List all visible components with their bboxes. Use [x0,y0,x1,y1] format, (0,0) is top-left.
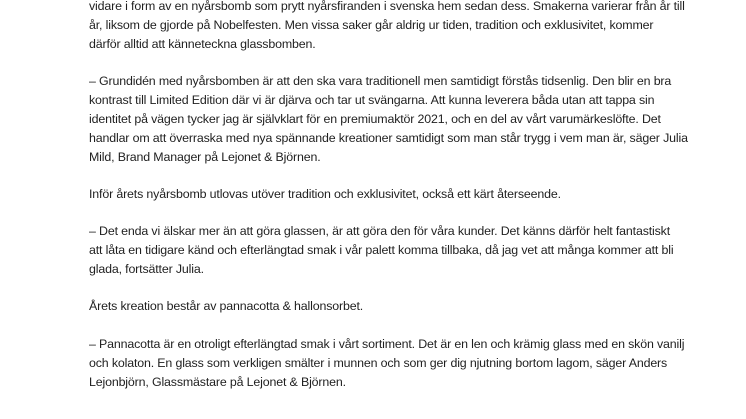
text-line: handlar om att överraska med nya spännande kreationer samtidigt som man står trygg i vem man är, säger Julia [89,131,688,145]
text-line: Lejonbjörn, Glassmästare på Lejonet & Björnen. [89,375,346,389]
text-line: identitet på vägen tycker jag är självklart för en premiumaktör 2021, och en del av vårt varumärkeslöfte. Det [89,112,661,126]
text-line: – Det enda vi älskar mer än att göra glassen, är att göra den för våra kunder. Det känns därför helt fantastiskt [89,224,671,238]
text-line: – Grundidén med nyårsbomben är att den ska vara traditionell men samtidigt förstås tidsenlig. Den blir en bra [89,74,672,88]
text-line: Inför årets nyårsbomb utlovas utöver tradition och exklusivitet, också ett kärt återseende. [89,187,561,201]
text-line: vidare i form av en nyårsbomb som prytt nyårsfiranden i svenska hem sedan dess. Smakerna varierar från år till [89,0,685,13]
text-line: kontrast till Limited Edition där vi är djärva och tar ut svängarna. Att kunna leverera båda utan att tappa sin [89,93,655,107]
paragraph-anders-quote [89,335,685,392]
paragraph-intro [89,0,685,54]
text-line: därför alltid att känneteckna glassbomben. [89,37,316,51]
text-line: att låta en tidigare känd och efterlängtad smak i vår palett komma tillbaka, då jag vet att många kommer att bli [89,243,674,257]
text-line: år, liksom de gjorde på Nobelfesten. Men vissa saker går aldrig ur tiden, tradition och exklusivitet, kommer [89,18,654,32]
text-line: Mild, Brand Manager på Lejonet & Björnen. [89,150,321,164]
paragraph-announcement [89,185,669,204]
paragraph-julia-quote-1 [89,72,688,167]
paragraph-creation [89,297,669,316]
text-line: och kolaton. En glass som verkligen smälter i munnen och som ger dig njutning bortom lagom, säger Anders [89,356,668,370]
text-line: Årets kreation består av pannacotta & hallonsorbet. [89,299,364,313]
paragraph-julia-quote-2 [89,222,674,279]
text-line: glada, fortsätter Julia. [89,262,204,276]
text-line: – Pannacotta är en otroligt efterlängtad smak i vårt sortiment. Det är en len och krämig glass med en skön vanilj [89,337,685,351]
